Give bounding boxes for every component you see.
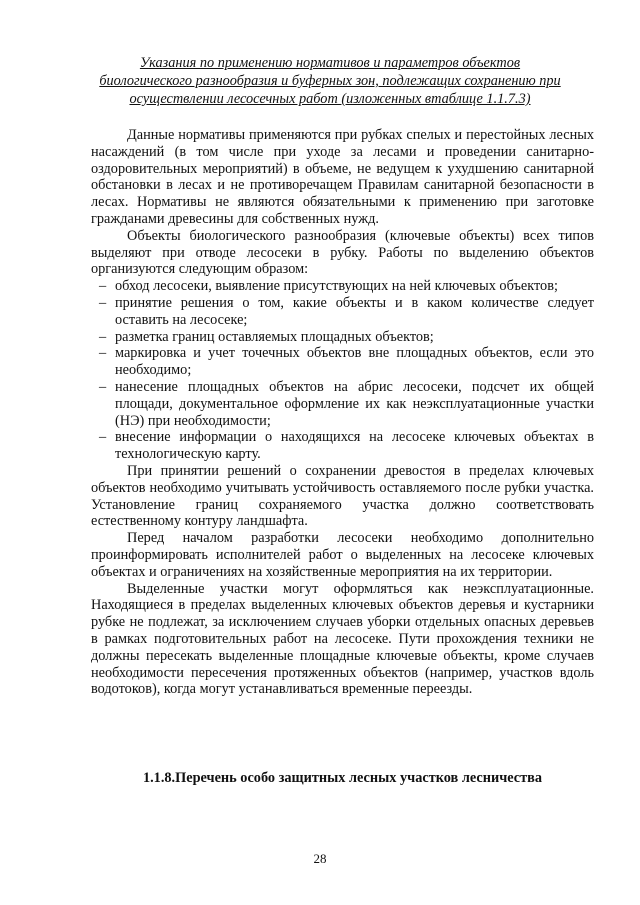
list-item-text: маркировка и учет точечных объектов вне площадных объектов, если это необходимо; xyxy=(115,345,594,379)
list-item-text: разметка границ оставляемых площадных объектов; xyxy=(115,328,434,345)
list-item xyxy=(91,429,594,463)
list-item-text: внесение информации о находящихся на лесосеке ключевых объектах в технологическую карту. xyxy=(115,429,594,463)
paragraph-allocated-plots: Выделенные участки могут оформляться как неэксплуатационные. Находящиеся в пределах выделенных ключевых объектов деревья и кустарники рубке не подлежат, за исключением случаев уборки отдельных опасных деревьев в рамках подготовительных работ на лесосеке. Пути прохождения техники не должны пересекать выделенные площадные ключевые объекты, кроме случаев необходимости пересечения протяженных объектов (например, участков вдоль водотоков), когда могут устанавливаться временные переезды. xyxy=(91,580,594,698)
work-steps-list xyxy=(91,278,594,463)
page-number: 28 xyxy=(313,851,327,866)
paragraph-key-objects: Объекты биологического разнообразия (ключевые объекты) всех типов выделяют при отводе лесосеки в рубку. Работы по выделению объектов организуются следующим образом: xyxy=(91,227,594,278)
paragraph-inform-workers: Перед началом разработки лесосеки необходимо дополнительно проинформировать исполнителей работ о выделенных на лесосеке ключевых объектах и ограничениях на хозяйственные мероприятия на их территории. xyxy=(91,530,594,580)
paragraph-norms-application: Данные нормативы применяются при рубках спелых и перестойных лесных насаждений (в том числе при уходе за лесами и проведении санитарно-оздоровительных мероприятий) в объеме, не ведущем к ухудшению санитарной обстановки в лесах и не противоречащем Правилам санитарной безопасности в лесах. Нормативы не являются обязательными к применению при заготовке гражданами древесины для собственных нужд. xyxy=(91,127,594,227)
dash-marker: – xyxy=(99,345,107,362)
title-line: Указания по применению нормативов и параметров объектов xyxy=(139,55,521,71)
dash-marker: – xyxy=(99,294,107,311)
title-line: осуществлении лесосечных работ (изложенных втаблице 1.1.7.3) xyxy=(129,91,531,107)
document-title xyxy=(60,54,600,108)
list-item-text: принятие решения о том, какие объекты и в каком количестве следует оставить на лесосеке; xyxy=(115,294,594,328)
list-item xyxy=(91,379,594,429)
list-item xyxy=(91,278,594,295)
dash-marker: – xyxy=(99,378,107,395)
list-item xyxy=(91,329,594,346)
list-item xyxy=(91,295,594,329)
paragraph-stand-preservation: При принятии решений о сохранении древостоя в пределах ключевых объектов необходимо учитывать устойчивость оставляемого после рубки участка. Установление границ сохраняемого участка должно соответствовать естественному контуру ландшафта. xyxy=(91,462,594,530)
dash-marker: – xyxy=(99,429,107,446)
list-item-text: нанесение площадных объектов на абрис лесосеки, подсчет их общей площади, документальное оформление их как неэксплуатационные участки (НЭ) при необходимости; xyxy=(115,378,594,429)
section-heading: 1.1.8.Перечень особо защитных лесных участков лесничества xyxy=(142,770,543,786)
list-item-text: обход лесосеки, выявление присутствующих на ней ключевых объектов; xyxy=(115,278,558,295)
dash-marker: – xyxy=(99,328,107,345)
dash-marker: – xyxy=(99,278,107,295)
list-item xyxy=(91,345,594,379)
title-line: биологического разнообразия и буферных зон, подлежащих сохранению при xyxy=(99,73,561,89)
document-body xyxy=(91,127,594,698)
